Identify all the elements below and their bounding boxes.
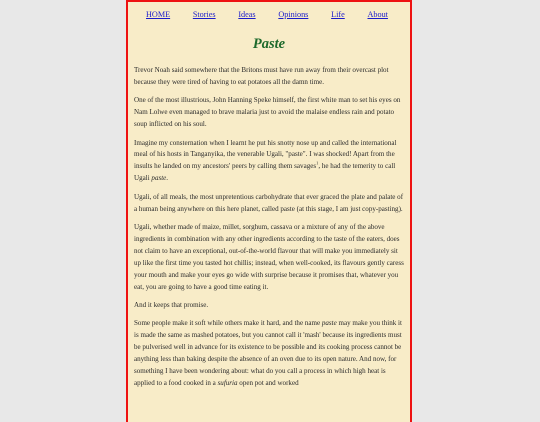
- article-body: [128, 65, 410, 390]
- nav-stories-link[interactable]: Stories: [192, 10, 216, 19]
- paragraph-6: And it keeps that promise.: [134, 300, 209, 309]
- paragraph-7-emphasis: paste: [321, 319, 337, 328]
- paragraph-3-text-a: Imagine my consternation when I learnt he put his snotty nose up and called the international meal of his hosts in Tanganyika, the venerable Ugali, "paste". I was shocked! Apart from the insults he landed on my ancestors' peers by calling them savages: [134, 138, 397, 171]
- paragraph-7: [134, 318, 404, 389]
- paragraph-2: One of the most illustrious, John Hanning Speke himself, the first white man to set his eyes on Nam Lolwe even managed to brave malaria just to avoid the malaise endless rain and potato soup inflicted on his soul.: [134, 96, 401, 129]
- paragraph-1: Trevor Noah said somewhere that the Britons must have run away from their overcast plot because they were tired of having to eat potatoes all the damn time.: [134, 66, 389, 86]
- paragraph-7-emphasis-2: sufuria: [217, 378, 238, 387]
- paragraph-3: [134, 138, 404, 186]
- paragraph-3-text-b: , he had the temerity to call Ugali: [134, 162, 396, 183]
- nav-ideas-link[interactable]: Ideas: [238, 10, 256, 19]
- top-nav: [128, 2, 410, 19]
- paragraph-7-text-b: may make you think it is made the same as mashed potatoes, but you cannot call it 'mash' because its ingredients must be pulverised well in advance for its existence to be possible and its cooking process cannot be anything less than baking despite the absence of an oven due to its open nature. And now, for something I have been wondering about: what do you call a process in which high heat is applied to a food cooked in a: [134, 319, 402, 387]
- footnote-ref[interactable]: 1: [316, 161, 319, 166]
- page-container: [126, 0, 412, 422]
- paragraph-7-text-a: Some people make it soft while others make it hard, and the name: [134, 319, 322, 328]
- nav-about-link[interactable]: About: [367, 10, 388, 19]
- paragraph-7-text-c: open pot and worked: [237, 378, 299, 387]
- paragraph-3-text-c: .: [166, 174, 169, 183]
- nav-opinions-link[interactable]: Opinions: [278, 10, 309, 19]
- nav-life-link[interactable]: Life: [331, 10, 345, 19]
- nav-home-link[interactable]: HOME: [146, 10, 171, 19]
- paragraph-4: Ugali, of all meals, the most unpretentious carbohydrate that ever graced the plate and palate of a human being anywhere on this here planet, called paste (at this stage, I am just copy-pasting).: [134, 192, 404, 213]
- page-title: Paste: [252, 36, 286, 52]
- paragraph-3-emphasis: paste: [151, 174, 167, 183]
- paragraph-5: Ugali, whether made of maize, millet, sorghum, cassava or a mixture of any of the above ingredients in combination with any other ingredients according to the taste of the eaters, does not claim to have an exceptional, out-of-the-world flavour that will make you immediately sit up like the first time you tasted hot chillis; instead, when well-cooked, its flavours gently caress your mouth and make your eyes go wide with surprise because it promises that, whatever you eat, you are going to have a good time eating it.: [134, 222, 404, 291]
